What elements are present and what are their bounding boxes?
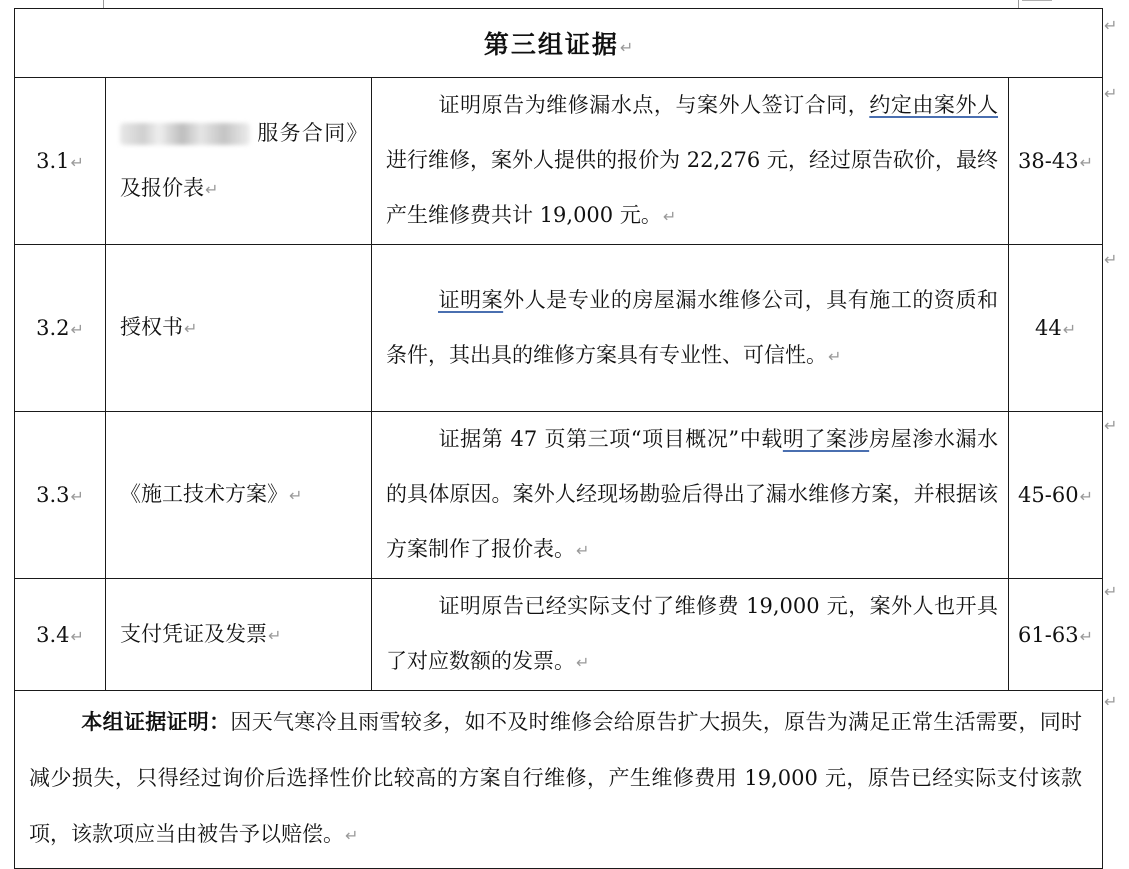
evidence-pages-cell	[1009, 78, 1103, 245]
ruler-marks	[0, 0, 1129, 8]
paragraph-mark-icon: ↵	[1079, 153, 1093, 172]
evidence-name: 授权书	[120, 315, 183, 339]
evidence-description: 证明原告为维修漏水点，与案外人签订合同，	[438, 93, 870, 117]
row-end-mark-icon: ↵	[1104, 416, 1118, 435]
evidence-description: 证明原告已经实际支付了维修费 19,000 元，案外人也开具了对应数额的发票。	[386, 594, 998, 673]
evidence-description-cell	[372, 245, 1009, 412]
paragraph-mark-icon: ↵	[289, 486, 303, 505]
evidence-name: 《施工技术方案》	[120, 482, 288, 506]
summary-cell	[15, 691, 1103, 869]
summary-text: 因天气寒冷且雨雪较多，如不及时维修会给原告扩大损失，原告为满足正常生活需要，同时减少损失，只得经过询价后选择性价比较高的方案自行维修，产生维修费用 19,000 元，原告已经实际支付该款项，该款项应当由被告予以赔偿。	[29, 710, 1083, 846]
evidence-name-cell	[106, 78, 372, 245]
evidence-pages-cell	[1009, 245, 1103, 412]
evidence-description: 外人是专业的房屋漏水维修公司，具有施工的资质和条件，其出具的维修方案具有专业性、可信性。	[386, 287, 999, 367]
evidence-pages: 44	[1034, 316, 1062, 340]
evidence-name: 支付凭证及发票	[120, 621, 267, 646]
table-title: 第三组证据	[483, 30, 619, 59]
evidence-description-cell	[372, 579, 1009, 691]
ruler-tick	[1018, 0, 1019, 8]
paragraph-mark-icon: ↵	[70, 153, 84, 172]
ruler-tick	[103, 0, 104, 8]
row-end-mark-icon: ↵	[1104, 84, 1118, 103]
paragraph-mark-icon: ↵	[662, 207, 677, 226]
underlined-phrase: 约定由案外人	[869, 93, 999, 117]
evidence-description-cell	[372, 412, 1009, 579]
paragraph-mark-icon: ↵	[345, 826, 359, 845]
underlined-phrase: 证明案	[438, 287, 504, 312]
summary-label: 本组证据证明：	[81, 709, 231, 734]
table-title-cell	[15, 9, 1103, 78]
evidence-number-cell	[15, 412, 106, 579]
evidence-description: 进行维修，案外人提供的报价为 22,276 元，经过原告砍价，最终产生维修费共计 19,000 元。	[386, 148, 998, 227]
evidence-number: 3.3	[36, 483, 70, 507]
evidence-number-cell	[15, 245, 106, 412]
row-end-mark-icon: ↵	[1104, 692, 1118, 711]
ruler-cap	[1022, 0, 1052, 1]
underlined-phrase: 明了案涉	[782, 427, 870, 451]
evidence-number: 3.1	[36, 149, 70, 173]
evidence-table	[14, 8, 1103, 869]
paragraph-mark-icon: ↵	[268, 625, 282, 645]
evidence-pages: 38-43	[1018, 149, 1079, 173]
table-row	[15, 245, 1103, 412]
evidence-description-cell	[372, 78, 1009, 245]
paragraph-mark-icon: ↵	[70, 320, 84, 339]
title-row	[15, 9, 1103, 78]
row-end-mark-icon: ↵	[1104, 250, 1118, 269]
evidence-number: 3.2	[36, 316, 70, 340]
evidence-pages: 61-63	[1018, 622, 1079, 647]
paragraph-mark-icon: ↵	[70, 626, 84, 646]
evidence-pages-cell	[1009, 412, 1103, 579]
evidence-pages: 45-60	[1018, 483, 1079, 507]
evidence-description: 房屋渗水漏水的具体原因。案外人经现场勘验后得出了漏水维修方案，并根据该方案制作了报价表。	[386, 427, 999, 561]
evidence-name-cell	[106, 579, 372, 691]
row-end-marks	[1104, 0, 1124, 868]
row-end-mark-icon: ↵	[1104, 582, 1118, 601]
paragraph-mark-icon: ↵	[205, 179, 219, 199]
paragraph-mark-icon: ↵	[1079, 487, 1093, 506]
evidence-number: 3.4	[36, 622, 70, 647]
evidence-name-cell	[106, 412, 372, 579]
redacted-blur	[120, 123, 250, 145]
paragraph-mark-icon: ↵	[1079, 626, 1093, 646]
table-row	[15, 579, 1103, 691]
paragraph-mark-icon: ↵	[184, 319, 198, 338]
table-row	[15, 412, 1103, 579]
evidence-description: 证据第 47 页第三项“项目概况”中载	[438, 427, 783, 451]
evidence-name-cell	[106, 245, 372, 412]
summary-row	[15, 691, 1103, 869]
evidence-number-cell	[15, 78, 106, 245]
paragraph-mark-icon: ↵	[619, 38, 634, 57]
row-end-mark-icon: ↵	[1104, 16, 1118, 35]
paragraph-mark-icon: ↵	[828, 346, 842, 366]
evidence-number-cell	[15, 579, 106, 691]
evidence-name: 服务合同》及报价表	[120, 120, 357, 200]
paragraph-mark-icon: ↵	[576, 541, 590, 560]
table-row	[15, 78, 1103, 245]
evidence-pages-cell	[1009, 579, 1103, 691]
paragraph-mark-icon: ↵	[70, 487, 84, 506]
paragraph-mark-icon: ↵	[576, 653, 590, 672]
paragraph-mark-icon: ↵	[1062, 320, 1077, 339]
